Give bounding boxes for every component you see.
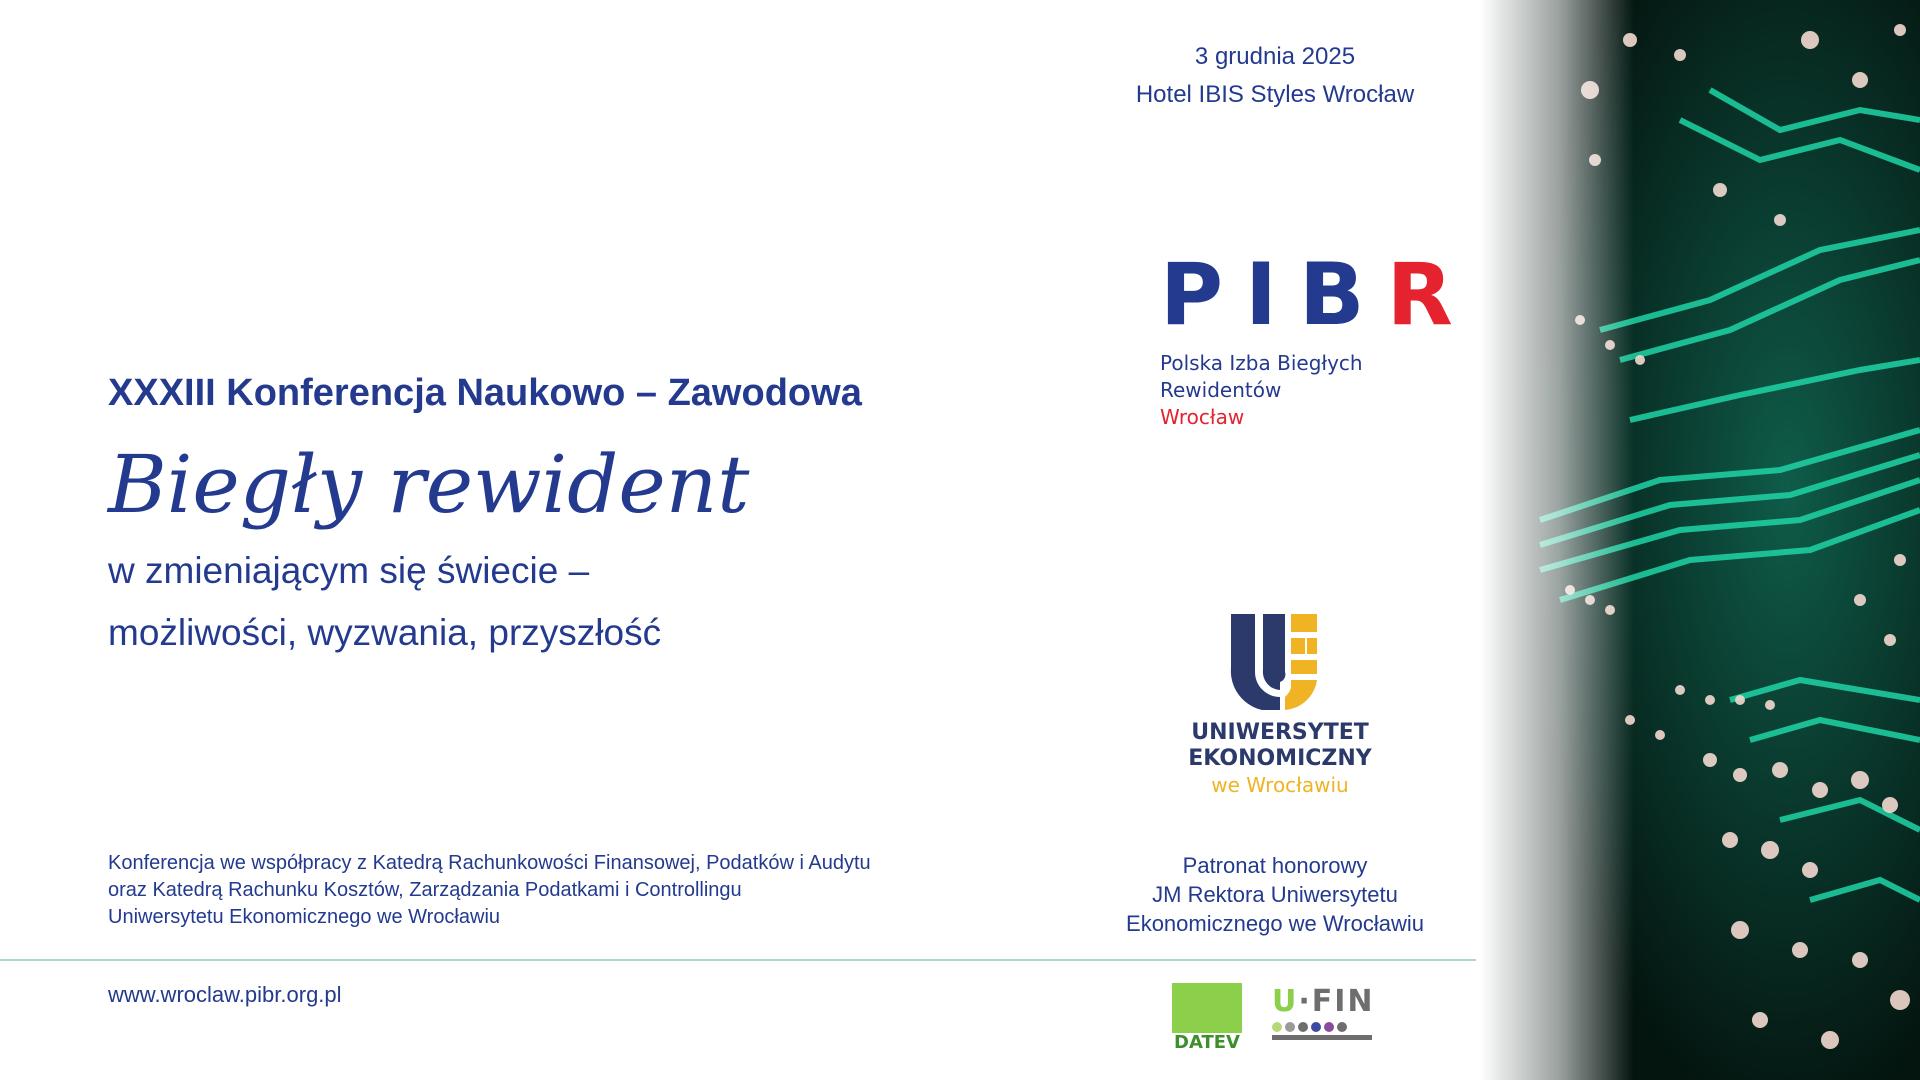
partner-dot-icon	[1298, 1022, 1308, 1032]
ufin-logo-u: U	[1272, 984, 1299, 1019]
partner-dot-icon	[1272, 1022, 1282, 1032]
university-line2: EKONOMICZNY	[1188, 746, 1372, 771]
cooperation-line2: oraz Katedrą Rachunku Kosztów, Zarządzania Podatkami i Controllingu	[108, 879, 742, 901]
ufin-logo-text	[1272, 986, 1378, 1018]
cooperation-note	[108, 850, 871, 931]
patronage-line1: Patronat honorowy	[1182, 853, 1368, 878]
partner-dot-icon	[1285, 1022, 1295, 1032]
main-title: Biegły rewident	[108, 438, 750, 531]
university-logo	[1180, 610, 1380, 798]
ufin-partner-icons	[1272, 1022, 1378, 1032]
datev-logo	[1172, 983, 1242, 1053]
pibr-logo-subtitle	[1160, 350, 1420, 431]
footer-divider	[0, 959, 1476, 961]
pibr-line1: Polska Izba Biegłych	[1160, 351, 1363, 375]
university-line1: UNIWERSYTET	[1191, 720, 1369, 745]
partner-dot-icon	[1324, 1022, 1334, 1032]
ufin-logo-bar	[1272, 1035, 1372, 1040]
ufin-logo	[1272, 986, 1378, 1040]
conference-title: XXXIII Konferencja Naukowo – Zawodowa	[108, 372, 862, 414]
datev-logo-text: DATEV	[1174, 1032, 1240, 1053]
pibr-letters-main: PIB	[1160, 245, 1387, 345]
event-info	[1110, 38, 1440, 114]
pibr-logo-letters	[1160, 245, 1475, 345]
subtitle	[108, 540, 661, 664]
cooperation-line3: Uniwersytetu Ekonomicznego we Wrocławiu	[108, 906, 501, 928]
patronage-line2: JM Rektora Uniwersytetu	[1152, 882, 1398, 907]
university-name	[1180, 720, 1380, 772]
university-city: we Wrocławiu	[1211, 773, 1349, 797]
university-mark-icon	[1225, 610, 1335, 710]
partner-dot-icon	[1311, 1022, 1321, 1032]
event-venue: Hotel IBIS Styles Wrocław	[1135, 81, 1415, 108]
pibr-logo	[1160, 245, 1475, 430]
pibr-city: Wrocław	[1160, 405, 1245, 429]
website-link[interactable]: www.wroclaw.pibr.org.pl	[108, 982, 342, 1007]
subtitle-line1: w zmieniającym się świecie –	[108, 550, 590, 591]
cooperation-line1: Konferencja we współpracy z Katedrą Rachunkowości Finansowej, Podatków i Audytu	[108, 852, 871, 874]
event-date: 3 grudnia 2025	[1194, 43, 1356, 70]
circuit-board-image	[1480, 0, 1920, 1080]
datev-logo-box	[1172, 983, 1242, 1033]
pibr-letter-accent: R	[1386, 245, 1475, 345]
patronage-note	[1095, 851, 1455, 938]
patronage-line3: Ekonomicznego we Wrocławiu	[1126, 911, 1424, 936]
circuit-board-graphic	[1480, 0, 1920, 1080]
partner-dot-icon	[1337, 1022, 1347, 1032]
pibr-line2: Rewidentów	[1160, 378, 1282, 402]
subtitle-line2: możliwości, wyzwania, przyszłość	[108, 612, 662, 653]
ufin-logo-rest: ·FIN	[1298, 984, 1375, 1019]
